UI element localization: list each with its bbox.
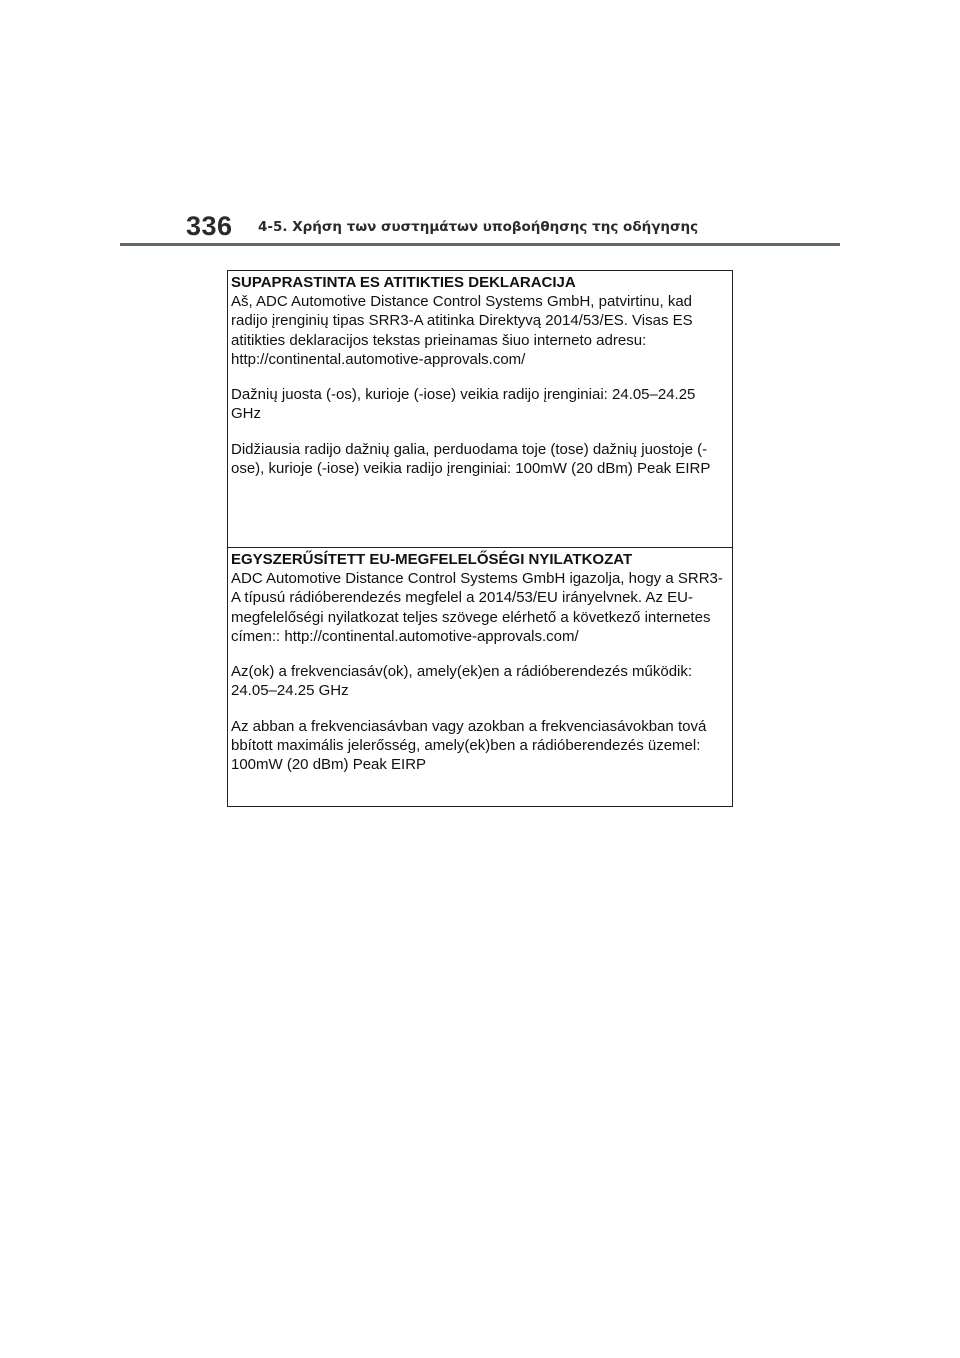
declaration-statement: ADC Automotive Distance Control Systems GmbH igazolja, hogy a SRR3-A típusú rádióberendezés megfelel a 2014/53/EU irányelvnek. Az EU-megfelelőségi nyilatkozat teljes szövege elérhető a következő internetes címen:: http://continental.automotive-approvals.com/ xyxy=(231,570,723,645)
max-power: Didžiausia radijo dažnių galia, perduodama toje (tose) dažnių juostoje (-ose), kurioje (-iose) veikia radijo įrenginiai: 100mW (20 dBm) Peak EIRP xyxy=(231,440,711,478)
page-header xyxy=(120,210,840,246)
frequency-band: Dažnių juosta (-os), kurioje (-iose) veikia radijo įrenginiai: 24.05–24.25 GHz xyxy=(231,386,696,423)
declaration-statement: Aš, ADC Automotive Distance Control Systems GmbH, patvirtinu, kad radijo įrenginių tipas SRR3-A atitinka Direktyvą 2014/53/ES. Visas ES atitikties deklaracijos tekstas prieinamas šiuo interneto adresu: http://continental.automotive-approvals.com/ xyxy=(231,293,693,368)
declaration-heading: SUPAPRASTINTA ES ATITIKTIES DEKLARACIJA xyxy=(231,274,576,291)
declaration-hungarian xyxy=(228,548,732,806)
header-divider xyxy=(120,243,840,246)
max-power: Az abban a frekvenciasávban vagy azokban a frekvenciasávokban tová bbított maximális jelerősség, amely(ek)ben a rádióberendezés üzemel: 100mW (20 dBm) Peak EIRP xyxy=(231,717,707,774)
section-title: 4-5. Χρήση των συστημάτων υποβοήθησης της οδήγησης xyxy=(258,219,699,235)
frequency-band: Az(ok) a frekvenciasáv(ok), amely(ek)en a rádióberendezés működik: 24.05–24.25 GHz xyxy=(231,663,693,700)
declaration-table xyxy=(227,270,733,807)
page-number: 336 xyxy=(186,211,233,241)
declaration-lithuanian xyxy=(228,271,732,548)
declaration-heading: EGYSZERŰSÍTETT EU-MEGFELELŐSÉGI NYILATKOZAT xyxy=(231,551,633,568)
